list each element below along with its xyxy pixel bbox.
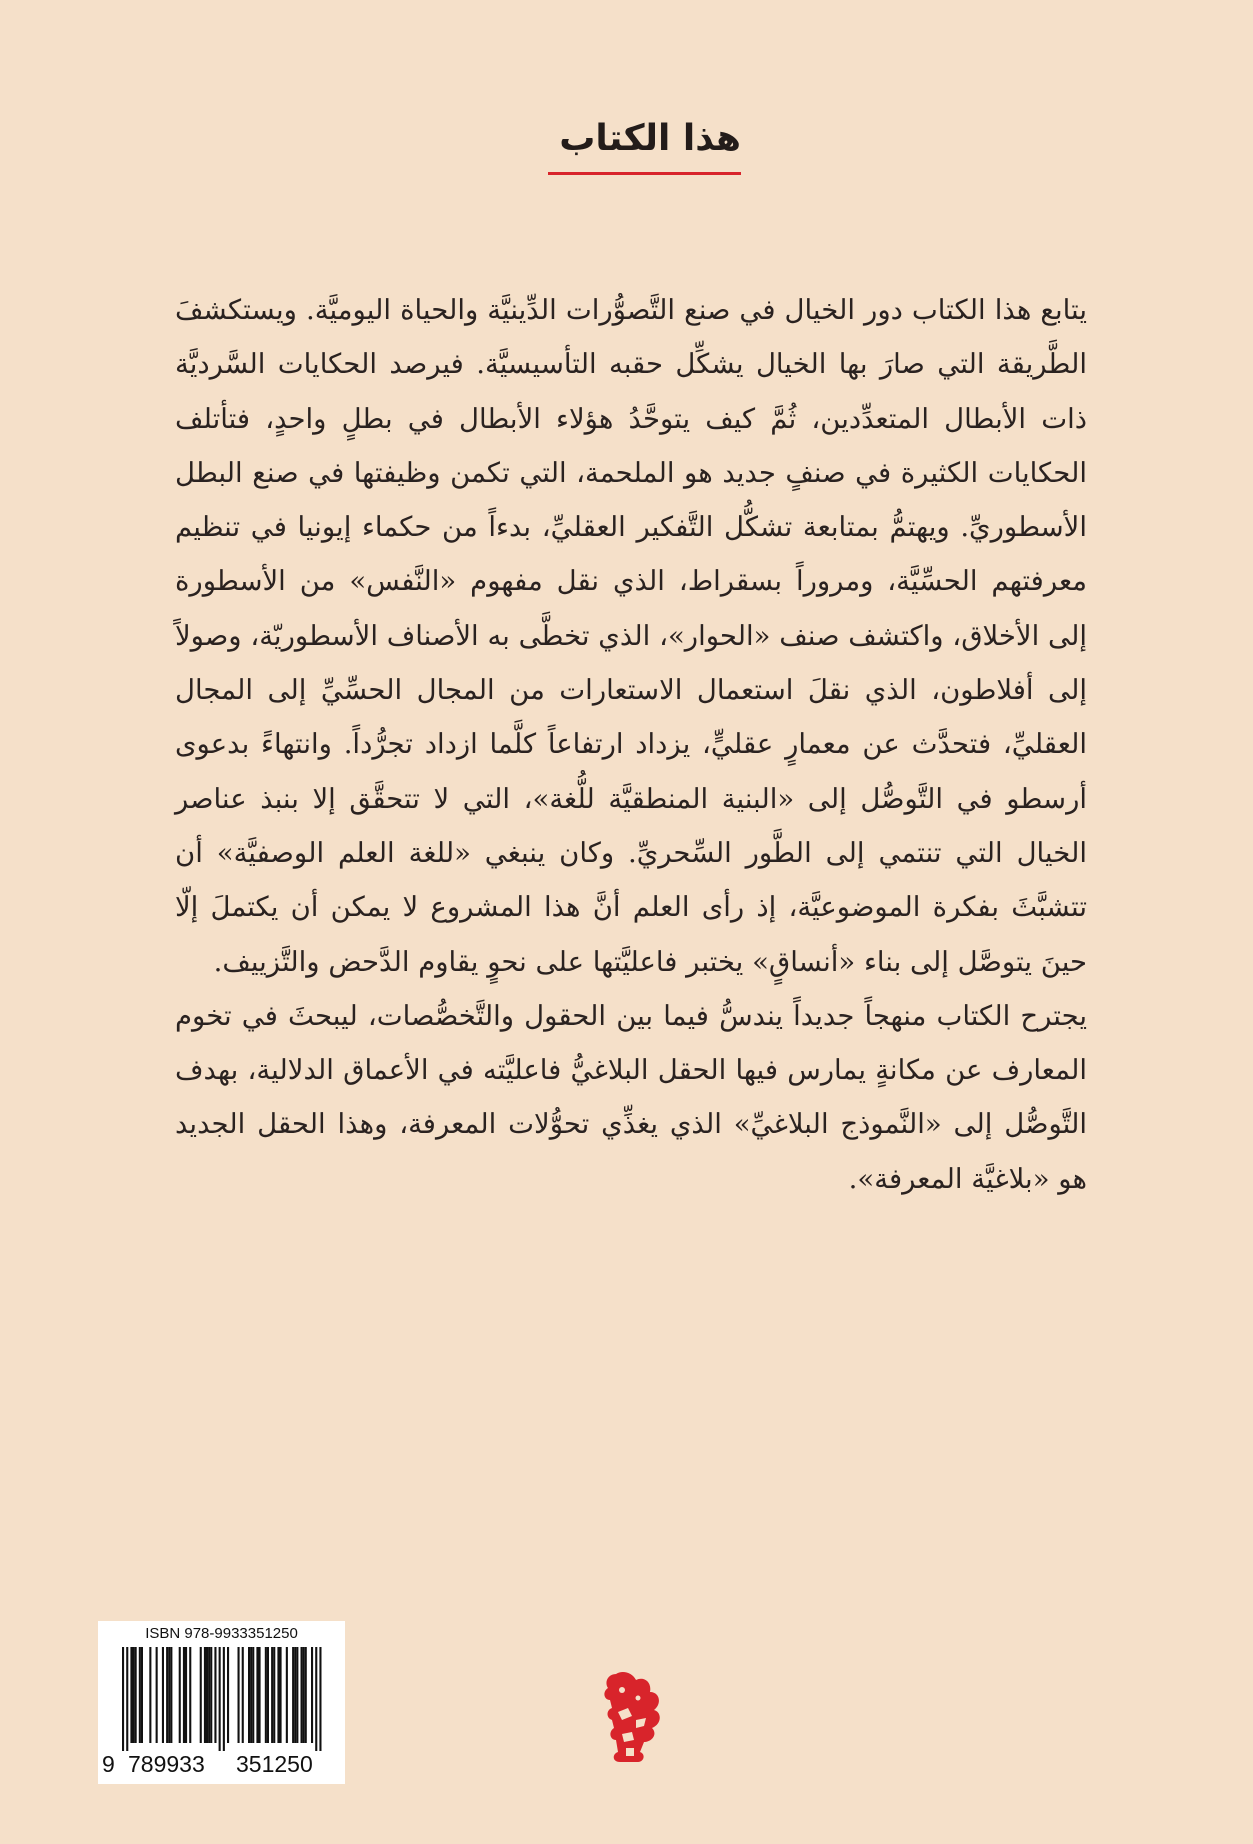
book-description (175, 283, 1087, 1206)
barcode-bar (242, 1647, 244, 1743)
barcode-bar (286, 1647, 288, 1743)
barcode-bar (149, 1647, 151, 1743)
barcode-bars (108, 1647, 335, 1751)
barcode-bar (277, 1647, 279, 1743)
barcode-bar (311, 1647, 313, 1743)
barcode-bar (301, 1647, 303, 1743)
barcode-bar (200, 1647, 202, 1743)
barcode-bar (248, 1647, 250, 1743)
barcode-bar (141, 1647, 143, 1743)
barcode-bar (130, 1647, 132, 1743)
barcode-bar (252, 1647, 254, 1743)
barcode-bar (296, 1647, 298, 1743)
barcode-bar (259, 1647, 261, 1743)
barcode-bar (179, 1647, 181, 1743)
barcode-digit-group: 351250 (236, 1751, 313, 1777)
barcode-digit-group: 789933 (128, 1751, 205, 1777)
barcode-bar (265, 1647, 267, 1743)
barcode-bar (303, 1647, 305, 1743)
barcode-bar (133, 1647, 135, 1743)
barcode-bar (271, 1647, 273, 1743)
barcode-bar (256, 1647, 258, 1743)
barcode-guard-bar (223, 1647, 225, 1751)
barcode-bar (139, 1647, 141, 1743)
description-paragraph-2: يجترح الكتاب منهجاً جديداً يندسُّ فيما بين الحقول والتَّخصُّصات، ليبحثَ في تخوم المعارف عن مكانةٍ يمارس فيها الحقل البلاغيُّ فاعليَّته في الأعماق الدلالية، بهدف التَّوصُّل إلى «النَّموذج البلاغيِّ» الذي يغذِّي تحوُّلات المعرفة، وهذا الحقل الجديد هو «بلاغيَّة المعرفة». (175, 999, 1087, 1195)
barcode-bar (273, 1647, 275, 1743)
barcode-bar (135, 1647, 137, 1743)
barcode-bar (185, 1647, 187, 1743)
publisher-logo-icon (598, 1668, 668, 1768)
barcode-bar (204, 1647, 206, 1743)
barcode-guard-bar (319, 1647, 321, 1751)
barcode-bar (156, 1647, 158, 1743)
barcode-bar (162, 1647, 164, 1743)
barcode-bar (280, 1647, 282, 1743)
barcode-bar (168, 1647, 170, 1743)
title-underline (548, 172, 741, 175)
barcode-guard-bar (219, 1647, 221, 1751)
barcode-bar (183, 1647, 185, 1743)
barcode-guard-bar (126, 1647, 128, 1751)
barcode-bar (250, 1647, 252, 1743)
barcode-bar (166, 1647, 168, 1743)
barcode-bar (206, 1647, 208, 1743)
isbn-barcode (98, 1621, 345, 1784)
barcode-bar (238, 1647, 240, 1743)
barcode-bar (214, 1647, 216, 1743)
isbn-label: ISBN 978-9933351250 (145, 1625, 298, 1642)
barcode-bar (189, 1647, 191, 1743)
barcode-bar (292, 1647, 294, 1743)
barcode-bar (210, 1647, 212, 1743)
barcode-bar (208, 1647, 210, 1743)
barcode-guard-bar (122, 1647, 124, 1751)
barcode-bar (267, 1647, 269, 1743)
barcode-guard-bar (315, 1647, 317, 1751)
barcode-bar (305, 1647, 307, 1743)
barcode-digit-group: 9 (102, 1751, 115, 1777)
barcode-bar (294, 1647, 296, 1743)
page-title: هذا الكتاب (559, 118, 741, 159)
description-paragraph-1: يتابع هذا الكتاب دور الخيال في صنع التَّصوُّرات الدِّينيَّة والحياة اليوميَّة. ويستكشفَ الطَّريقة التي صارَ بها الخيال يشكِّل حقبه التأسيسيَّة. فيرصد الحكايات السَّرديَّة ذات الأبطال المتعدِّدين، ثُمَّ كيف يتوحَّدُ هؤلاء الأبطال في بطلٍ واحدٍ، فتأتلف الحكايات الكثيرة في صنفٍ جديد هو الملحمة، التي تكمن وظيفتها في صنع البطل الأسطوريِّ. ويهتمُّ بمتابعة تشكُّل التَّفكير العقليِّ، بدءاً من حكماء إيونيا في تنظيم معرفتهم الحسِّيَّة، ومروراً بسقراط، الذي نقل مفهوم «النَّفس» من الأسطورة إلى الأخلاق، واكتشف صنف «الحوار»، الذي تخطَّى به الأصناف الأسطوريّة، وصولاً إلى أفلاطون، الذي نقلَ استعمال الاستعارات من المجال الحسِّيِّ إلى المجال العقليِّ، فتحدَّث عن معمارٍ عقليٍّ، يزداد ارتفاعاً كلَّما ازداد تجرُّداً. وانتهاءً بدعوى أرسطو في التَّوصُّل إلى «البنية المنطقيَّة للُّغة»، التي لا تتحقَّق إلا بنبذ عناصر الخيال التي تنتمي إلى الطَّور السِّحريِّ. وكان ينبغي «للغة العلم الوصفيَّة» أن تتشبَّثَ بفكرة الموضوعيَّة، إذ رأى العلم أنَّ هذا المشروع لا يمكن أن يكتملَ إلّا حينَ يتوصَّل إلى بناء «أنساقٍ» يختبر فاعليَّتها على نحوٍ يقاوم الدَّحض والتَّزييف. (175, 294, 1087, 978)
barcode-bar (227, 1647, 229, 1743)
barcode-bar (170, 1647, 172, 1743)
